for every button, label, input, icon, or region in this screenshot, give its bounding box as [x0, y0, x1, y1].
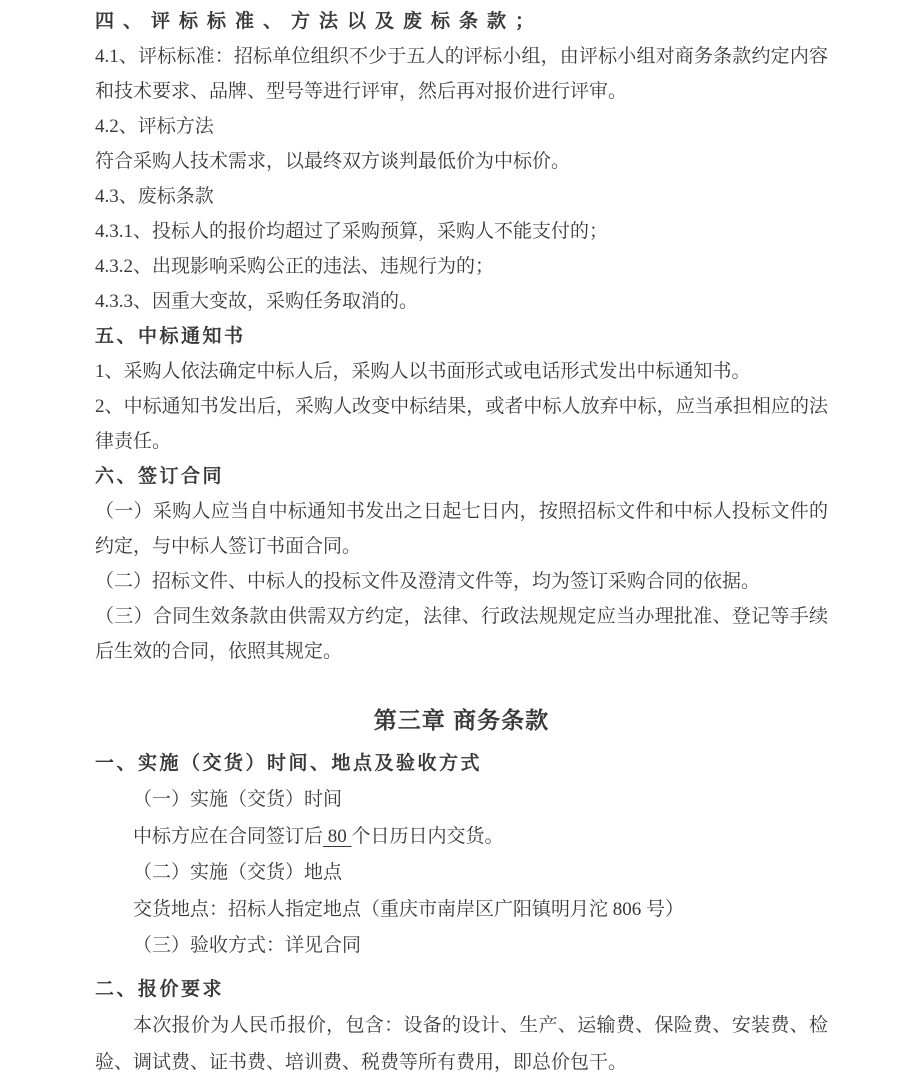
chapter3-title: 第三章 商务条款	[373, 707, 550, 733]
clause-6-3: （三）合同生效条款由供需双方约定，法律、行政法规规定应当办理批准、登记等手续后生效的合同，依照其规定。	[95, 606, 828, 662]
section4-heading: 四、评标标准、方法以及废标条款；	[95, 11, 544, 32]
acceptance-line: （三）验收方式：详见合同	[133, 935, 362, 956]
chapter3-section2-heading: 二、报价要求	[95, 978, 225, 1000]
clause-5-2: 2、中标通知书发出后，采购人改变中标结果，或者中标人放弃中标，应当承担相应的法律责任。	[95, 396, 828, 452]
chapter3-section1-heading: 一、实施（交货）时间、地点及验收方式	[95, 752, 483, 774]
clause-4-3-2: 4.3.2、出现影响采购公正的违法、违规行为的；	[95, 256, 495, 277]
delivery-place-heading: （二）实施（交货）地点	[133, 862, 343, 883]
clause-4-1: 4.1、评标标准：招标单位组织不少于五人的评标小组，由评标小组对商务条款约定内容和技术要求、品牌、型号等进行评审，然后再对报价进行评审。	[95, 46, 828, 102]
clause-5-1: 1、采购人依法确定中标人后，采购人以书面形式或电话形式发出中标通知书。	[95, 361, 751, 382]
quote-requirement-paragraph: 本次报价为人民币报价，包含：设备的设计、生产、运输费、保险费、安装费、检验、调试费、证书费、培训费、税费等所有费用，即总价包干。	[95, 1015, 828, 1073]
clause-6-1: （一）采购人应当自中标通知书发出之日起七日内，按照招标文件和中标人投标文件的约定，与中标人签订书面合同。	[95, 501, 828, 557]
clause-4-3-heading: 4.3、废标条款	[95, 186, 214, 207]
delivery-place-line: 交货地点：招标人指定地点（重庆市南岸区广阳镇明月沱 806 号）	[133, 898, 685, 920]
clause-6-2: （二）招标文件、中标人的投标文件及澄清文件等，均为签订采购合同的依据。	[95, 571, 761, 592]
clause-4-2-body: 符合采购人技术需求，以最终双方谈判最低价为中标价。	[95, 151, 571, 172]
delivery-time-heading: （一）实施（交货）时间	[133, 789, 343, 810]
clause-4-2-heading: 4.2、评标方法	[95, 116, 214, 137]
clause-4-3-1: 4.3.1、投标人的报价均超过了采购预算，采购人不能支付的；	[95, 221, 609, 242]
delivery-suffix: 个日历日内交货。	[351, 825, 504, 847]
delivery-time-line	[95, 819, 828, 856]
chapter3-section	[95, 702, 828, 1081]
section5-heading: 五、中标通知书	[95, 326, 246, 347]
delivery-days-blank: 80	[323, 825, 352, 847]
delivery-prefix: 中标方应在合同签订后	[133, 825, 324, 847]
clause-4-3-3: 4.3.3、因重大变故，采购任务取消的。	[95, 291, 419, 312]
section6-heading: 六、签订合同	[95, 466, 225, 487]
